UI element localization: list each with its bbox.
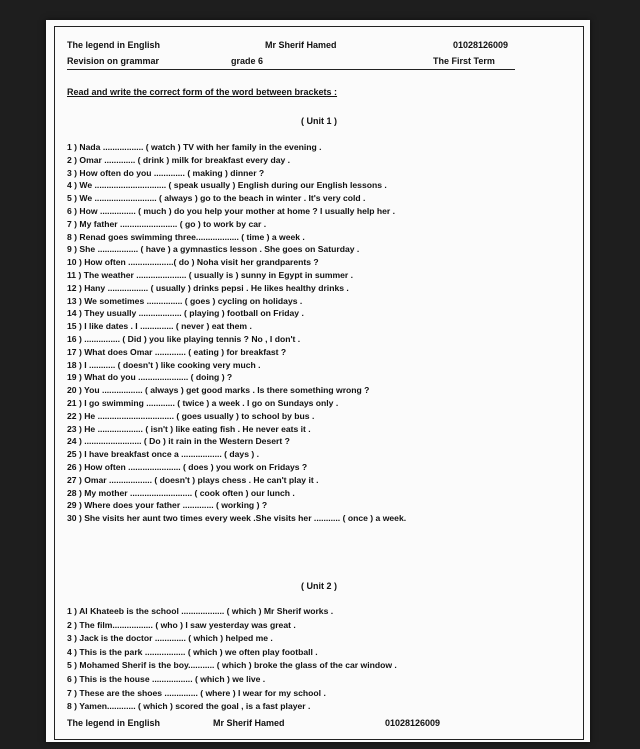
header-grade: grade 6 (231, 56, 264, 66)
question-line: 1 ) Al Khateeb is the school .................. ( which ) Mr Sherif works . (67, 606, 334, 616)
question-line: 5 ) We .......................... ( always ) go to the beach in winter . It's very cold . (67, 193, 366, 204)
question-line: 23 ) He ................... ( isn't ) like eating fish . He never eats it . (67, 423, 311, 434)
question-line: 22 ) He ................................ ( goes usually ) to school by bus . (67, 410, 315, 421)
header-teacher: Mr Sherif Hamed (265, 40, 337, 50)
question-line: 28 ) My mother .......................... ( cook often ) our lunch . (67, 487, 295, 498)
question-line: 17 ) What does Omar ............. ( eating ) for breakfast ? (67, 346, 287, 357)
question-line: 2 ) The film................. ( who ) I saw yesterday was great . (67, 619, 296, 630)
header-phone: 01028126009 (453, 40, 509, 50)
question-line: 13 ) We sometimes ............... ( goes ) cycling on holidays . (67, 295, 303, 306)
question-line: 3 ) How often do you ............. ( making ) dinner ? (67, 167, 265, 178)
question-line: 4 ) We .............................. ( speak usually ) English during our English lessons . (67, 180, 387, 191)
header-term: The First Term (433, 56, 495, 66)
header-underline (67, 69, 515, 70)
header-title: The legend in English (67, 40, 161, 50)
question-line: 3 ) Jack is the doctor ............. ( which ) helped me . (67, 633, 273, 644)
question-line: 8 ) Yamen............ ( which ) scored the goal , is a fast player . (67, 701, 311, 712)
question-line: 16 ) ............... ( Did ) you like playing tennis ? No , I don't . (67, 333, 301, 344)
worksheet-page (46, 20, 590, 742)
unit1-title: ( Unit 1 ) (301, 116, 337, 126)
question-line: 11 ) The weather ..................... ( usually is ) sunny in Egypt in summer . (67, 269, 354, 280)
question-line: 2 ) Omar ............. ( drink ) milk for breakfast every day . (67, 154, 291, 165)
question-line: 12 ) Hany ................. ( usually ) drinks pepsi . He likes healthy drinks . (67, 282, 349, 293)
question-line: 20 ) You ................. ( always ) get good marks . Is there something wrong ? (67, 385, 370, 396)
question-line: 19 ) What do you ..................... ( doing ) ? (67, 372, 233, 383)
question-line: 1 ) Nada ................. ( watch ) TV with her family in the evening . (67, 142, 322, 152)
footer-teacher: Mr Sherif Hamed (213, 718, 285, 728)
question-line: 6 ) This is the house ................. ( which ) we live . (67, 673, 266, 684)
question-line: 10 ) How often ...................( do ) Noha visit her grandparents ? (67, 257, 319, 268)
header-subtitle: Revision on grammar (67, 56, 160, 66)
question-line: 4 ) This is the park ................. ( which ) we often play football . (67, 646, 318, 657)
worksheet-border (54, 26, 584, 740)
question-line: 18 ) I ........... ( doesn't ) like cooking very much . (67, 359, 261, 370)
footer-title: The legend in English (67, 718, 161, 728)
question-line: 7 ) These are the shoes .............. ( where ) I wear for my school . (67, 687, 326, 698)
question-line: 24 ) ........................ ( Do ) it rain in the Western Desert ? (67, 436, 290, 447)
question-line: 15 ) I like dates . I .............. ( never ) eat them . (67, 321, 252, 332)
question-line: 9 ) She ................. ( have ) a gymnastics lesson . She goes on Saturday . (67, 244, 360, 255)
unit2-title: ( Unit 2 ) (301, 581, 337, 591)
question-line: 21 ) I go swimming ............ ( twice ) a week . I go on Sundays only . (67, 397, 339, 408)
unit2-question-list (67, 605, 577, 714)
question-line: 14 ) They usually .................. ( playing ) football on Friday . (67, 308, 304, 319)
question-line: 30 ) She visits her aunt two times every week .She visits her ........... ( once ) a week. (67, 513, 407, 524)
question-line: 7 ) My father ........................ ( go ) to work by car . (67, 218, 267, 229)
instruction: Read and write the correct form of the word between brackets : (67, 87, 338, 97)
unit1-question-list (67, 141, 577, 525)
footer-phone: 01028126009 (385, 718, 441, 728)
question-line: 6 ) How ............... ( much ) do you help your mother at home ? I usually help her . (67, 205, 396, 216)
question-line: 27 ) Omar .................. ( doesn't ) plays chess . He can't play it . (67, 474, 319, 485)
question-line: 29 ) Where does your father ............. ( working ) ? (67, 500, 268, 511)
question-line: 8 ) Renad goes swimming three.................. ( time ) a week . (67, 231, 305, 242)
question-line: 26 ) How often ...................... ( does ) you work on Fridays ? (67, 461, 308, 472)
question-line: 5 ) Mohamed Sherif is the boy........... ( which ) broke the glass of the car window . (67, 660, 397, 671)
question-line: 25 ) I have breakfast once a ................. ( days ) . (67, 449, 259, 460)
